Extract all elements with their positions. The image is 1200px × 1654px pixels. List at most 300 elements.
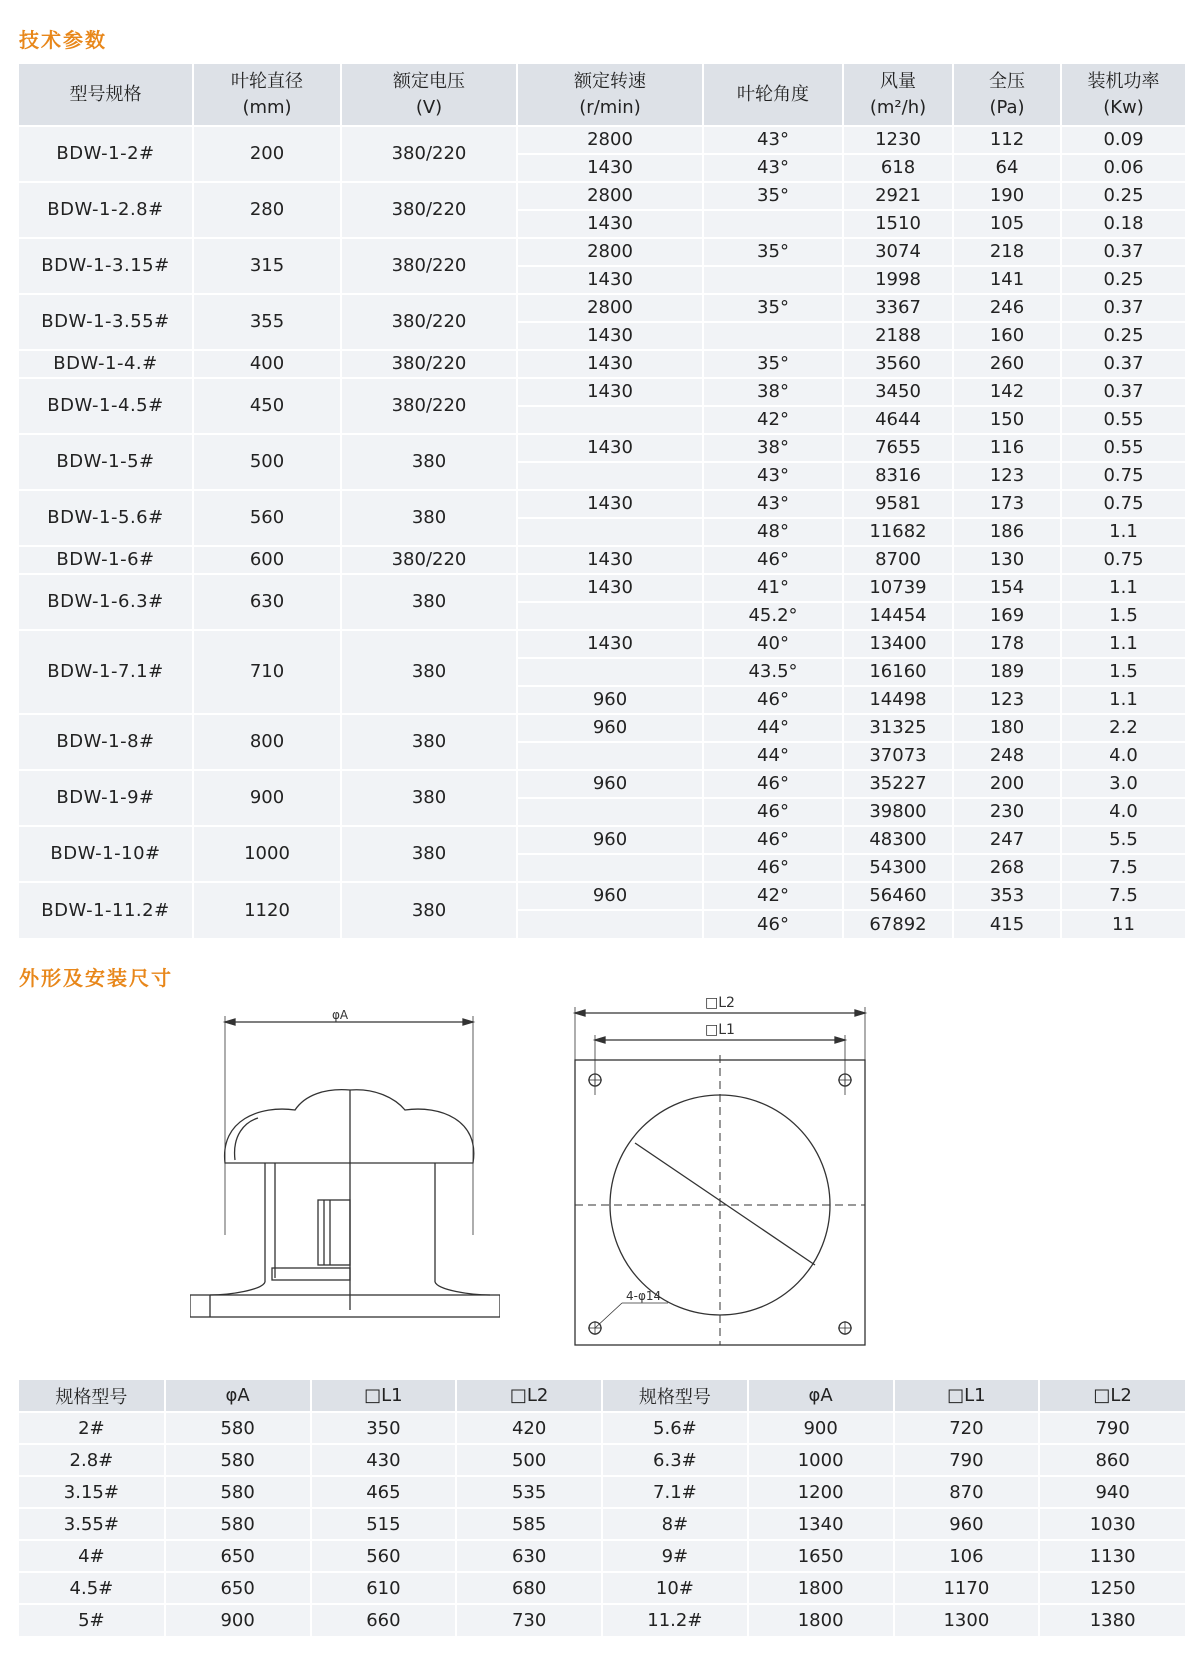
fan-side-view-drawing [190, 1010, 500, 1330]
dim-cell: 1030 [1039, 1508, 1185, 1540]
dim-cell: 430 [311, 1444, 457, 1476]
angle-cell: 44° [703, 714, 843, 742]
model-cell: BDW-1-6.3# [19, 574, 193, 630]
dim-cell: 1300 [894, 1604, 1040, 1636]
dim-cell: 900 [748, 1412, 894, 1444]
angle-cell: 38° [703, 434, 843, 462]
angle-cell [703, 266, 843, 294]
dim-header-cell: φA [165, 1380, 311, 1412]
header-label: 额定转速 [574, 70, 646, 92]
pressure-cell: 160 [953, 322, 1061, 350]
angle-cell: 45.2° [703, 602, 843, 630]
flow-cell: 67892 [843, 910, 953, 938]
pressure-cell: 123 [953, 462, 1061, 490]
diameter-cell: 315 [193, 238, 341, 294]
angle-cell: 46° [703, 910, 843, 938]
pressure-cell: 154 [953, 574, 1061, 602]
dim-cell: 720 [894, 1412, 1040, 1444]
power-cell: 0.75 [1061, 462, 1185, 490]
pressure-cell: 268 [953, 854, 1061, 882]
table-row [19, 1540, 1185, 1572]
table-row [19, 1604, 1185, 1636]
dim-cell: 1000 [748, 1444, 894, 1476]
flow-cell: 37073 [843, 742, 953, 770]
voltage-cell: 380 [341, 882, 517, 938]
table-row [19, 1572, 1185, 1604]
angle-cell: 46° [703, 826, 843, 854]
speed-cell: 1430 [517, 350, 703, 378]
diameter-cell: 800 [193, 714, 341, 770]
dim-cell: 900 [165, 1604, 311, 1636]
model-cell: BDW-1-6# [19, 546, 193, 574]
flow-cell: 4644 [843, 406, 953, 434]
dim-cell: 7.1# [602, 1476, 748, 1508]
model-cell: BDW-1-2.8# [19, 182, 193, 238]
power-cell: 0.37 [1061, 350, 1185, 378]
voltage-cell: 380 [341, 770, 517, 826]
voltage-cell: 380 [341, 574, 517, 630]
pressure-cell: 248 [953, 742, 1061, 770]
angle-cell: 38° [703, 378, 843, 406]
dim-cell: 10# [602, 1572, 748, 1604]
table-row [19, 126, 1185, 154]
dim-cell: 1380 [1039, 1604, 1185, 1636]
dim-cell: 420 [456, 1412, 602, 1444]
dim-cell: 580 [165, 1476, 311, 1508]
angle-cell: 42° [703, 406, 843, 434]
pressure-cell: 180 [953, 714, 1061, 742]
dim-cell: 1170 [894, 1572, 1040, 1604]
diameter-cell: 600 [193, 546, 341, 574]
angle-cell: 48° [703, 518, 843, 546]
angle-cell: 43.5° [703, 658, 843, 686]
dim-cell: 1340 [748, 1508, 894, 1540]
dim-cell: 560 [311, 1540, 457, 1572]
flow-cell: 14498 [843, 686, 953, 714]
pressure-cell: 230 [953, 798, 1061, 826]
flow-cell: 8700 [843, 546, 953, 574]
voltage-cell: 380/220 [341, 126, 517, 182]
pressure-cell: 64 [953, 154, 1061, 182]
dim-header-cell: □L1 [311, 1380, 457, 1412]
dim-cell: 660 [311, 1604, 457, 1636]
phi-a-label: φA [331, 1010, 349, 1022]
dimensions-title: 外形及安装尺寸 [19, 966, 173, 990]
dim-cell: 650 [165, 1540, 311, 1572]
power-cell: 0.75 [1061, 490, 1185, 518]
speed-cell [517, 658, 703, 686]
table-row [19, 826, 1185, 854]
diameter-cell: 630 [193, 574, 341, 630]
dim-cell: 515 [311, 1508, 457, 1540]
pressure-cell: 112 [953, 126, 1061, 154]
dim-cell: 580 [165, 1412, 311, 1444]
pressure-cell: 218 [953, 238, 1061, 266]
dim-cell: 2.8# [19, 1444, 165, 1476]
table-row [19, 630, 1185, 658]
dim-cell: 870 [894, 1476, 1040, 1508]
param-header-cell [341, 64, 517, 126]
flow-cell: 35227 [843, 770, 953, 798]
flow-cell: 3074 [843, 238, 953, 266]
header-label: 型号规格 [69, 83, 142, 105]
angle-cell: 40° [703, 630, 843, 658]
pressure-cell: 130 [953, 546, 1061, 574]
angle-cell: 35° [703, 294, 843, 322]
diameter-cell: 710 [193, 630, 341, 714]
pressure-cell: 105 [953, 210, 1061, 238]
angle-cell: 44° [703, 742, 843, 770]
header-label: 风量 [880, 70, 916, 92]
dim-cell: 1800 [748, 1604, 894, 1636]
holes-label: 4-φ14 [626, 1289, 662, 1303]
flow-cell: 1510 [843, 210, 953, 238]
dimension-table [19, 1380, 1185, 1636]
flow-cell: 2188 [843, 322, 953, 350]
dim-header-cell: 规格型号 [602, 1380, 748, 1412]
speed-cell: 1430 [517, 630, 703, 658]
dim-cell: 500 [456, 1444, 602, 1476]
angle-cell: 35° [703, 182, 843, 210]
pressure-cell: 200 [953, 770, 1061, 798]
voltage-cell: 380/220 [341, 182, 517, 238]
speed-cell: 960 [517, 882, 703, 910]
power-cell: 0.18 [1061, 210, 1185, 238]
dim-cell: 350 [311, 1412, 457, 1444]
diameter-cell: 200 [193, 126, 341, 182]
pressure-cell: 247 [953, 826, 1061, 854]
diameter-cell: 900 [193, 770, 341, 826]
flow-cell: 14454 [843, 602, 953, 630]
power-cell: 2.2 [1061, 714, 1185, 742]
speed-cell: 960 [517, 714, 703, 742]
header-label: 额定电压 [393, 70, 465, 92]
speed-cell: 1430 [517, 210, 703, 238]
speed-cell: 960 [517, 770, 703, 798]
power-cell: 1.1 [1061, 630, 1185, 658]
power-cell: 0.09 [1061, 126, 1185, 154]
pressure-cell: 190 [953, 182, 1061, 210]
model-cell: BDW-1-4.# [19, 350, 193, 378]
flow-cell: 13400 [843, 630, 953, 658]
angle-cell [703, 322, 843, 350]
dim-header-cell: φA [748, 1380, 894, 1412]
dim-cell: 535 [456, 1476, 602, 1508]
dim-cell: 940 [1039, 1476, 1185, 1508]
dim-cell: 790 [1039, 1412, 1185, 1444]
power-cell: 0.06 [1061, 154, 1185, 182]
diameter-cell: 400 [193, 350, 341, 378]
dim-cell: 680 [456, 1572, 602, 1604]
angle-cell: 46° [703, 854, 843, 882]
table-row [19, 182, 1185, 210]
pressure-cell: 142 [953, 378, 1061, 406]
param-header-cell [517, 64, 703, 126]
voltage-cell: 380 [341, 434, 517, 490]
table-row [19, 546, 1185, 574]
speed-cell [517, 798, 703, 826]
speed-cell: 2800 [517, 238, 703, 266]
model-cell: BDW-1-11.2# [19, 882, 193, 938]
dim-cell: 790 [894, 1444, 1040, 1476]
tech-params-title: 技术参数 [19, 28, 107, 52]
header-unit: (Pa) [989, 96, 1025, 118]
dim-header-cell: □L1 [894, 1380, 1040, 1412]
power-cell: 11 [1061, 910, 1185, 938]
diameter-cell: 560 [193, 490, 341, 546]
pressure-cell: 246 [953, 294, 1061, 322]
angle-cell: 41° [703, 574, 843, 602]
speed-cell [517, 742, 703, 770]
pressure-cell: 186 [953, 518, 1061, 546]
diameter-cell: 1000 [193, 826, 341, 882]
angle-cell: 43° [703, 462, 843, 490]
power-cell: 0.37 [1061, 378, 1185, 406]
dim-cell: 9# [602, 1540, 748, 1572]
pressure-cell: 178 [953, 630, 1061, 658]
flow-cell: 48300 [843, 826, 953, 854]
model-cell: BDW-1-2# [19, 126, 193, 182]
param-header-cell [703, 64, 843, 126]
dim-cell: 730 [456, 1604, 602, 1636]
table-row [19, 238, 1185, 266]
model-cell: BDW-1-5# [19, 434, 193, 490]
header-unit: (mm) [242, 96, 292, 118]
fan-top-view-drawing [560, 985, 880, 1350]
model-cell: BDW-1-9# [19, 770, 193, 826]
speed-cell [517, 854, 703, 882]
angle-cell: 43° [703, 154, 843, 182]
dim-cell: 610 [311, 1572, 457, 1604]
table-row [19, 434, 1185, 462]
pressure-cell: 189 [953, 658, 1061, 686]
speed-cell: 1430 [517, 490, 703, 518]
flow-cell: 39800 [843, 798, 953, 826]
flow-cell: 10739 [843, 574, 953, 602]
dim-cell: 580 [165, 1508, 311, 1540]
speed-cell: 2800 [517, 294, 703, 322]
power-cell: 3.0 [1061, 770, 1185, 798]
param-header-cell [1061, 64, 1185, 126]
header-label: 装机功率 [1087, 70, 1160, 92]
l2-label: □L2 [705, 995, 735, 1011]
power-cell: 4.0 [1061, 798, 1185, 826]
dim-cell: 4# [19, 1540, 165, 1572]
model-cell: BDW-1-10# [19, 826, 193, 882]
table-row [19, 350, 1185, 378]
pressure-cell: 116 [953, 434, 1061, 462]
angle-cell: 43° [703, 126, 843, 154]
speed-cell [517, 910, 703, 938]
diameter-cell: 355 [193, 294, 341, 350]
voltage-cell: 380/220 [341, 378, 517, 434]
model-cell: BDW-1-8# [19, 714, 193, 770]
header-label: 叶轮角度 [737, 83, 809, 105]
voltage-cell: 380/220 [341, 546, 517, 574]
pressure-cell: 141 [953, 266, 1061, 294]
power-cell: 1.1 [1061, 574, 1185, 602]
l1-label: □L1 [705, 1022, 735, 1038]
power-cell: 7.5 [1061, 854, 1185, 882]
angle-cell: 35° [703, 238, 843, 266]
speed-cell [517, 406, 703, 434]
dim-header-cell: 规格型号 [19, 1380, 165, 1412]
table-row [19, 1508, 1185, 1540]
model-cell: BDW-1-3.15# [19, 238, 193, 294]
angle-cell: 43° [703, 490, 843, 518]
table-row [19, 714, 1185, 742]
diameter-cell: 1120 [193, 882, 341, 938]
power-cell: 0.75 [1061, 546, 1185, 574]
voltage-cell: 380 [341, 630, 517, 714]
voltage-cell: 380 [341, 714, 517, 770]
speed-cell: 1430 [517, 378, 703, 406]
flow-cell: 1998 [843, 266, 953, 294]
pressure-cell: 150 [953, 406, 1061, 434]
pressure-cell: 260 [953, 350, 1061, 378]
header-label: 叶轮直径 [231, 70, 303, 92]
voltage-cell: 380 [341, 490, 517, 546]
speed-cell [517, 462, 703, 490]
diameter-cell: 450 [193, 378, 341, 434]
model-cell: BDW-1-3.55# [19, 294, 193, 350]
power-cell: 4.0 [1061, 742, 1185, 770]
dim-cell: 465 [311, 1476, 457, 1508]
speed-cell [517, 602, 703, 630]
power-cell: 0.55 [1061, 434, 1185, 462]
header-unit: (m²/h) [869, 96, 927, 118]
dim-cell: 5# [19, 1604, 165, 1636]
param-header-cell [193, 64, 341, 126]
voltage-cell: 380/220 [341, 294, 517, 350]
diameter-cell: 280 [193, 182, 341, 238]
dim-cell: 1200 [748, 1476, 894, 1508]
dim-cell: 1250 [1039, 1572, 1185, 1604]
angle-cell: 46° [703, 798, 843, 826]
voltage-cell: 380 [341, 826, 517, 882]
dim-cell: 6.3# [602, 1444, 748, 1476]
dim-cell: 585 [456, 1508, 602, 1540]
speed-cell: 1430 [517, 546, 703, 574]
power-cell: 0.37 [1061, 238, 1185, 266]
speed-cell: 1430 [517, 322, 703, 350]
table-row [19, 294, 1185, 322]
flow-cell: 9581 [843, 490, 953, 518]
dim-cell: 1130 [1039, 1540, 1185, 1572]
dim-cell: 8# [602, 1508, 748, 1540]
flow-cell: 618 [843, 154, 953, 182]
power-cell: 0.25 [1061, 266, 1185, 294]
dim-cell: 11.2# [602, 1604, 748, 1636]
dim-cell: 2# [19, 1412, 165, 1444]
flow-cell: 2921 [843, 182, 953, 210]
pressure-cell: 169 [953, 602, 1061, 630]
flow-cell: 3450 [843, 378, 953, 406]
speed-cell: 1430 [517, 574, 703, 602]
flow-cell: 31325 [843, 714, 953, 742]
parameter-table [19, 64, 1185, 938]
angle-cell: 46° [703, 770, 843, 798]
param-header-cell [953, 64, 1061, 126]
table-row [19, 574, 1185, 602]
header-unit: (r/min) [579, 96, 641, 118]
param-header-cell [19, 64, 193, 126]
flow-cell: 11682 [843, 518, 953, 546]
param-header-cell [843, 64, 953, 126]
angle-cell [703, 210, 843, 238]
dim-cell: 3.55# [19, 1508, 165, 1540]
dim-cell: 860 [1039, 1444, 1185, 1476]
voltage-cell: 380/220 [341, 350, 517, 378]
model-cell: BDW-1-4.5# [19, 378, 193, 434]
table-row [19, 490, 1185, 518]
dim-header-cell: □L2 [1039, 1380, 1185, 1412]
speed-cell: 2800 [517, 182, 703, 210]
dim-cell: 580 [165, 1444, 311, 1476]
speed-cell: 1430 [517, 266, 703, 294]
power-cell: 1.5 [1061, 658, 1185, 686]
power-cell: 5.5 [1061, 826, 1185, 854]
pressure-cell: 123 [953, 686, 1061, 714]
angle-cell: 46° [703, 686, 843, 714]
power-cell: 0.25 [1061, 182, 1185, 210]
dim-cell: 3.15# [19, 1476, 165, 1508]
speed-cell: 1430 [517, 434, 703, 462]
speed-cell: 960 [517, 686, 703, 714]
model-cell: BDW-1-5.6# [19, 490, 193, 546]
speed-cell: 2800 [517, 126, 703, 154]
flow-cell: 3367 [843, 294, 953, 322]
dim-cell: 630 [456, 1540, 602, 1572]
header-unit: (V) [415, 96, 443, 118]
speed-cell [517, 518, 703, 546]
dim-cell: 1650 [748, 1540, 894, 1572]
header-label: 全压 [989, 70, 1025, 92]
power-cell: 0.37 [1061, 294, 1185, 322]
flow-cell: 56460 [843, 882, 953, 910]
dim-header-cell: □L2 [456, 1380, 602, 1412]
dim-cell: 5.6# [602, 1412, 748, 1444]
table-row [19, 882, 1185, 910]
dim-cell: 650 [165, 1572, 311, 1604]
header-unit: (Kw) [1103, 96, 1144, 118]
flow-cell: 16160 [843, 658, 953, 686]
dim-cell: 960 [894, 1508, 1040, 1540]
flow-cell: 7655 [843, 434, 953, 462]
model-cell: BDW-1-7.1# [19, 630, 193, 714]
table-row [19, 1476, 1185, 1508]
diameter-cell: 500 [193, 434, 341, 490]
flow-cell: 54300 [843, 854, 953, 882]
table-row [19, 1444, 1185, 1476]
speed-cell: 1430 [517, 154, 703, 182]
power-cell: 1.1 [1061, 686, 1185, 714]
angle-cell: 35° [703, 350, 843, 378]
power-cell: 1.1 [1061, 518, 1185, 546]
table-row [19, 770, 1185, 798]
angle-cell: 42° [703, 882, 843, 910]
flow-cell: 3560 [843, 350, 953, 378]
dim-cell: 106 [894, 1540, 1040, 1572]
flow-cell: 1230 [843, 126, 953, 154]
dim-cell: 4.5# [19, 1572, 165, 1604]
power-cell: 7.5 [1061, 882, 1185, 910]
flow-cell: 8316 [843, 462, 953, 490]
power-cell: 1.5 [1061, 602, 1185, 630]
power-cell: 0.55 [1061, 406, 1185, 434]
table-row [19, 1412, 1185, 1444]
pressure-cell: 415 [953, 910, 1061, 938]
